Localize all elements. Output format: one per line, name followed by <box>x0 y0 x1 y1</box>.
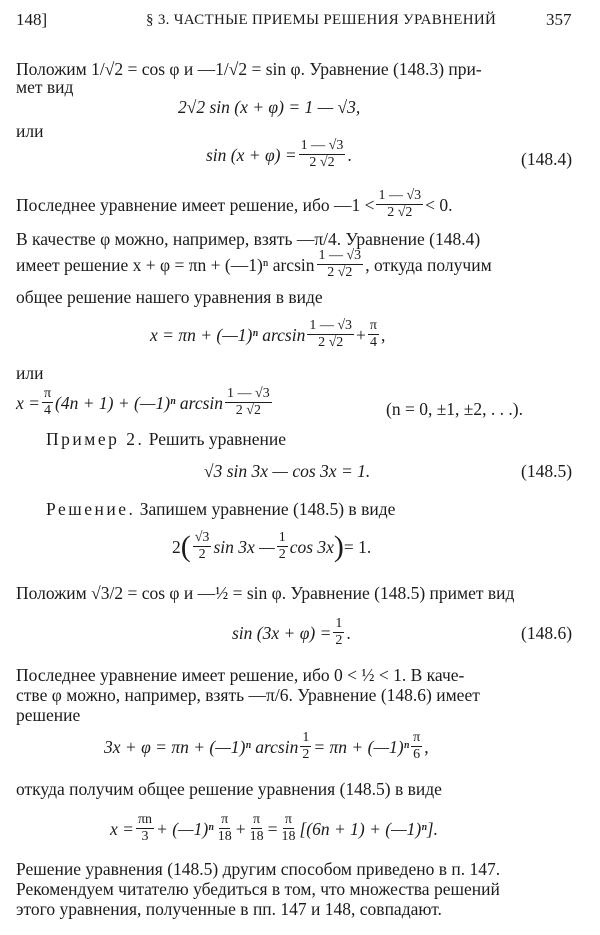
fraction <box>317 248 364 281</box>
fraction <box>277 530 288 563</box>
fraction <box>300 730 311 763</box>
equation-text: (4n + 1) + (—1)ⁿ arcsin <box>55 392 224 413</box>
fraction-numerator: √3 <box>194 530 210 545</box>
text-line: Положим 1/√2 = cos φ и —1/√2 = sin φ. Уравнение (148.3) при- <box>16 59 482 79</box>
equation-text: + (—1)ⁿ <box>156 818 214 839</box>
text-line: общее решение нашего уравнения в виде <box>16 287 323 307</box>
text-line: Последнее уравнение имеет решение, ибо 0 < ½ < 1. В каче- <box>16 665 465 685</box>
equation <box>178 96 360 118</box>
fraction <box>368 318 379 351</box>
text-line: решение <box>16 705 81 725</box>
fraction-numerator: 1 — √3 <box>378 188 422 203</box>
equation-label: (148.6) <box>521 623 573 643</box>
text-line: или <box>16 121 44 141</box>
fraction <box>193 530 212 563</box>
equation-text: = <box>267 818 278 839</box>
equation-text: x = <box>16 392 40 413</box>
equation-text: , <box>381 324 386 345</box>
fraction <box>248 812 266 845</box>
equation-text: sin (x + φ) = <box>206 144 297 165</box>
running-header: § 3. ЧАСТНЫЕ ПРИЕМЫ РЕШЕНИЯ УРАВНЕНИЙ <box>146 12 497 28</box>
text-line: этого уравнения, полученные в пп. 147 и 148, совпадают. <box>16 899 442 919</box>
fraction-denominator: 2 √2 <box>318 335 344 350</box>
fraction-denominator: 18 <box>249 829 264 844</box>
fraction-denominator: 2 √2 <box>327 265 353 280</box>
equation <box>172 530 371 563</box>
fraction-numerator: π <box>253 812 261 827</box>
equation-text: + <box>235 818 246 839</box>
equation <box>150 318 385 351</box>
fraction-denominator: 2 <box>278 547 286 562</box>
bracket: ) <box>333 529 344 563</box>
equation-text: 3x + φ = πn + (—1)ⁿ arcsin <box>104 736 299 757</box>
fraction <box>307 318 354 351</box>
fraction-numerator: πn <box>137 812 153 827</box>
equation-text: sin 3x — <box>213 536 275 557</box>
equation-text: [(6n + 1) + (—1)ⁿ]. <box>299 818 438 839</box>
equation-text: √3 sin 3x — cos 3x = 1. <box>204 461 371 481</box>
bracket: ( <box>180 529 191 563</box>
text-run: Решить уравнение <box>144 429 287 449</box>
text-line <box>16 188 453 221</box>
text-line: или <box>16 363 44 383</box>
fraction-denominator: 2 <box>335 633 343 648</box>
equation-text: cos 3x <box>289 536 334 557</box>
text-run: имеет решение x + φ = πn + (—1)ⁿ arcsin <box>16 254 315 275</box>
fraction <box>411 730 422 763</box>
equation <box>16 386 274 419</box>
fraction <box>42 386 53 419</box>
text-line: В качестве φ можно, например, взять —π/4. Уравнение (148.4) <box>16 229 481 249</box>
fraction-denominator: 4 <box>43 403 51 418</box>
equation-text: 2√2 sin (x + φ) = 1 — √3, <box>178 97 361 117</box>
fraction <box>333 616 344 649</box>
fraction-numerator: 1 — √3 <box>318 248 362 263</box>
equation <box>110 812 438 845</box>
equation-text: , <box>424 736 429 757</box>
text-run: , откуда получим <box>365 254 492 275</box>
fraction-numerator: 1 <box>278 530 286 545</box>
text-line: мет вид <box>16 77 74 97</box>
text-line: Положим √3/2 = cos φ и —½ = sin φ. Уравнение (148.5) примет вид <box>16 583 515 603</box>
page-number: 357 <box>546 10 572 29</box>
equation-text: sin (3x + φ) = <box>232 622 332 643</box>
fraction-numerator: π <box>221 812 229 827</box>
fraction <box>216 812 234 845</box>
fraction-numerator: 1 — √3 <box>309 318 353 333</box>
fraction-numerator: 1 — √3 <box>300 138 344 153</box>
fraction-numerator: π <box>413 730 421 745</box>
fraction-denominator: 3 <box>141 829 149 844</box>
fraction-denominator: 18 <box>217 829 232 844</box>
fraction-numerator: π <box>284 812 292 827</box>
fraction <box>376 188 423 221</box>
example-heading <box>46 428 286 450</box>
fraction-numerator: 1 — √3 <box>227 386 270 401</box>
equation-label: (148.5) <box>521 461 573 481</box>
equation <box>104 730 429 763</box>
fraction-numerator: π <box>369 318 377 333</box>
equation-text: . <box>347 144 352 165</box>
equation-148-4 <box>206 138 352 171</box>
solution-heading <box>46 498 395 520</box>
equation-148-5 <box>204 460 370 482</box>
fraction-denominator: 6 <box>413 747 421 762</box>
fraction-denominator: 2 <box>302 747 310 762</box>
text-line: откуда получим общее решение уравнения (148.5) в виде <box>16 779 442 799</box>
equation-text: = 1. <box>343 536 372 557</box>
equation-text: . <box>346 622 351 643</box>
text-run: Запишем уравнение (148.5) в виде <box>135 499 396 519</box>
text-line: стве φ можно, например, взять —π/6. Уравнение (148.6) имеет <box>16 685 480 705</box>
fraction-denominator: 2 <box>198 547 206 562</box>
fraction <box>225 386 272 419</box>
fraction-numerator: 1 <box>302 730 310 745</box>
example-title: Пример 2. <box>46 429 145 449</box>
equation-148-6 <box>232 616 351 649</box>
fraction-numerator: 1 <box>335 616 343 631</box>
fraction-numerator: π <box>43 386 52 401</box>
text-line: Решение уравнения (148.5) другим способом приведено в п. 147. <box>16 859 501 879</box>
fraction-denominator: 2 √2 <box>309 155 335 170</box>
fraction-denominator: 4 <box>369 335 377 350</box>
equation-text: 2 <box>172 536 181 557</box>
fraction-denominator: 2 √2 <box>387 205 413 220</box>
equation-label: (n = 0, ±1, ±2, . . .). <box>386 399 523 419</box>
text-run: < 0. <box>425 194 453 215</box>
equation-text: + <box>356 324 366 345</box>
text-line: Рекомендуем читателю убедиться в том, что множества решений <box>16 879 500 899</box>
equation-text: x = πn + (—1)ⁿ arcsin <box>150 324 306 345</box>
solution-title: Решение. <box>46 499 136 519</box>
fraction-denominator: 2 √2 <box>235 403 261 418</box>
text-line <box>16 248 492 281</box>
fraction <box>279 812 297 845</box>
equation-text: x = <box>110 818 134 839</box>
text-run: Последнее уравнение имеет решение, ибо —1 < <box>16 194 375 215</box>
chapter-number: 148] <box>16 10 48 29</box>
equation-label: (148.4) <box>521 149 573 169</box>
fraction-denominator: 18 <box>281 829 296 844</box>
equation-text: = πn + (—1)ⁿ <box>313 736 410 757</box>
fraction <box>136 812 154 845</box>
fraction <box>299 138 346 171</box>
